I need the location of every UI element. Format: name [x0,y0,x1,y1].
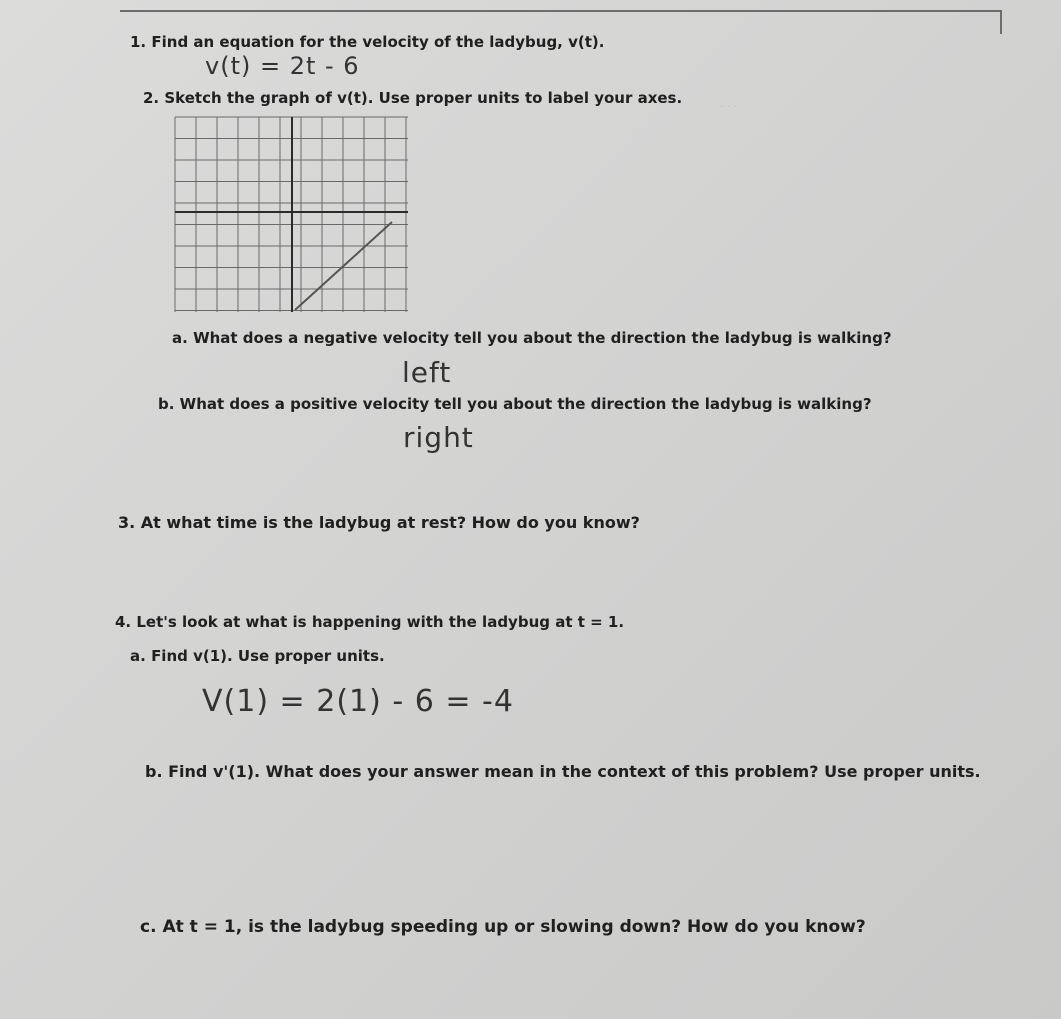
question-text: Let's look at what is happening with the ladybug at t = 1. [136,613,625,631]
question-letter: a. [130,647,146,665]
question-text: What does a negative velocity tell you about the direction the ladybug is walking? [193,329,892,347]
bleed-through-text: · · · [720,100,738,113]
question-4c [140,917,866,937]
question-number: 3. [118,513,136,532]
question-text: Sketch the graph of v(t). Use proper units to label your axes. [164,89,683,107]
answer-2b: right [403,421,474,454]
question-text: What does a positive velocity tell you about the direction the ladybug is walking? [179,395,872,413]
question-4a [130,647,385,665]
question-text: At t = 1, is the ladybug speeding up or slowing down? How do you know? [162,917,866,937]
question-text: At what time is the ladybug at rest? How do you know? [140,513,640,532]
question-1 [130,33,604,51]
question-2a [172,329,892,347]
answer-2a: left [402,356,452,389]
question-letter: b. [158,395,175,413]
answer-4a: V(1) = 2(1) - 6 = -4 [202,684,514,719]
question-4b [145,762,981,781]
question-text: Find v(1). Use proper units. [151,647,385,665]
question-2b [158,395,872,413]
question-number: 2. [143,89,160,107]
answer-1: v(t) = 2t - 6 [205,52,360,80]
page-top-border [120,10,1002,34]
question-letter: c. [140,917,157,937]
question-number: 4. [115,613,132,631]
question-3 [118,513,640,532]
question-letter: a. [172,329,188,347]
question-number: 1. [130,33,147,51]
question-letter: b. [145,762,163,781]
question-4 [115,613,624,631]
sketch-graph-grid [170,112,412,317]
question-text: Find v'(1). What does your answer mean in the context of this problem? Use proper units. [168,762,981,781]
question-text: Find an equation for the velocity of the ladybug, v(t). [151,33,605,51]
question-2 [143,89,682,107]
